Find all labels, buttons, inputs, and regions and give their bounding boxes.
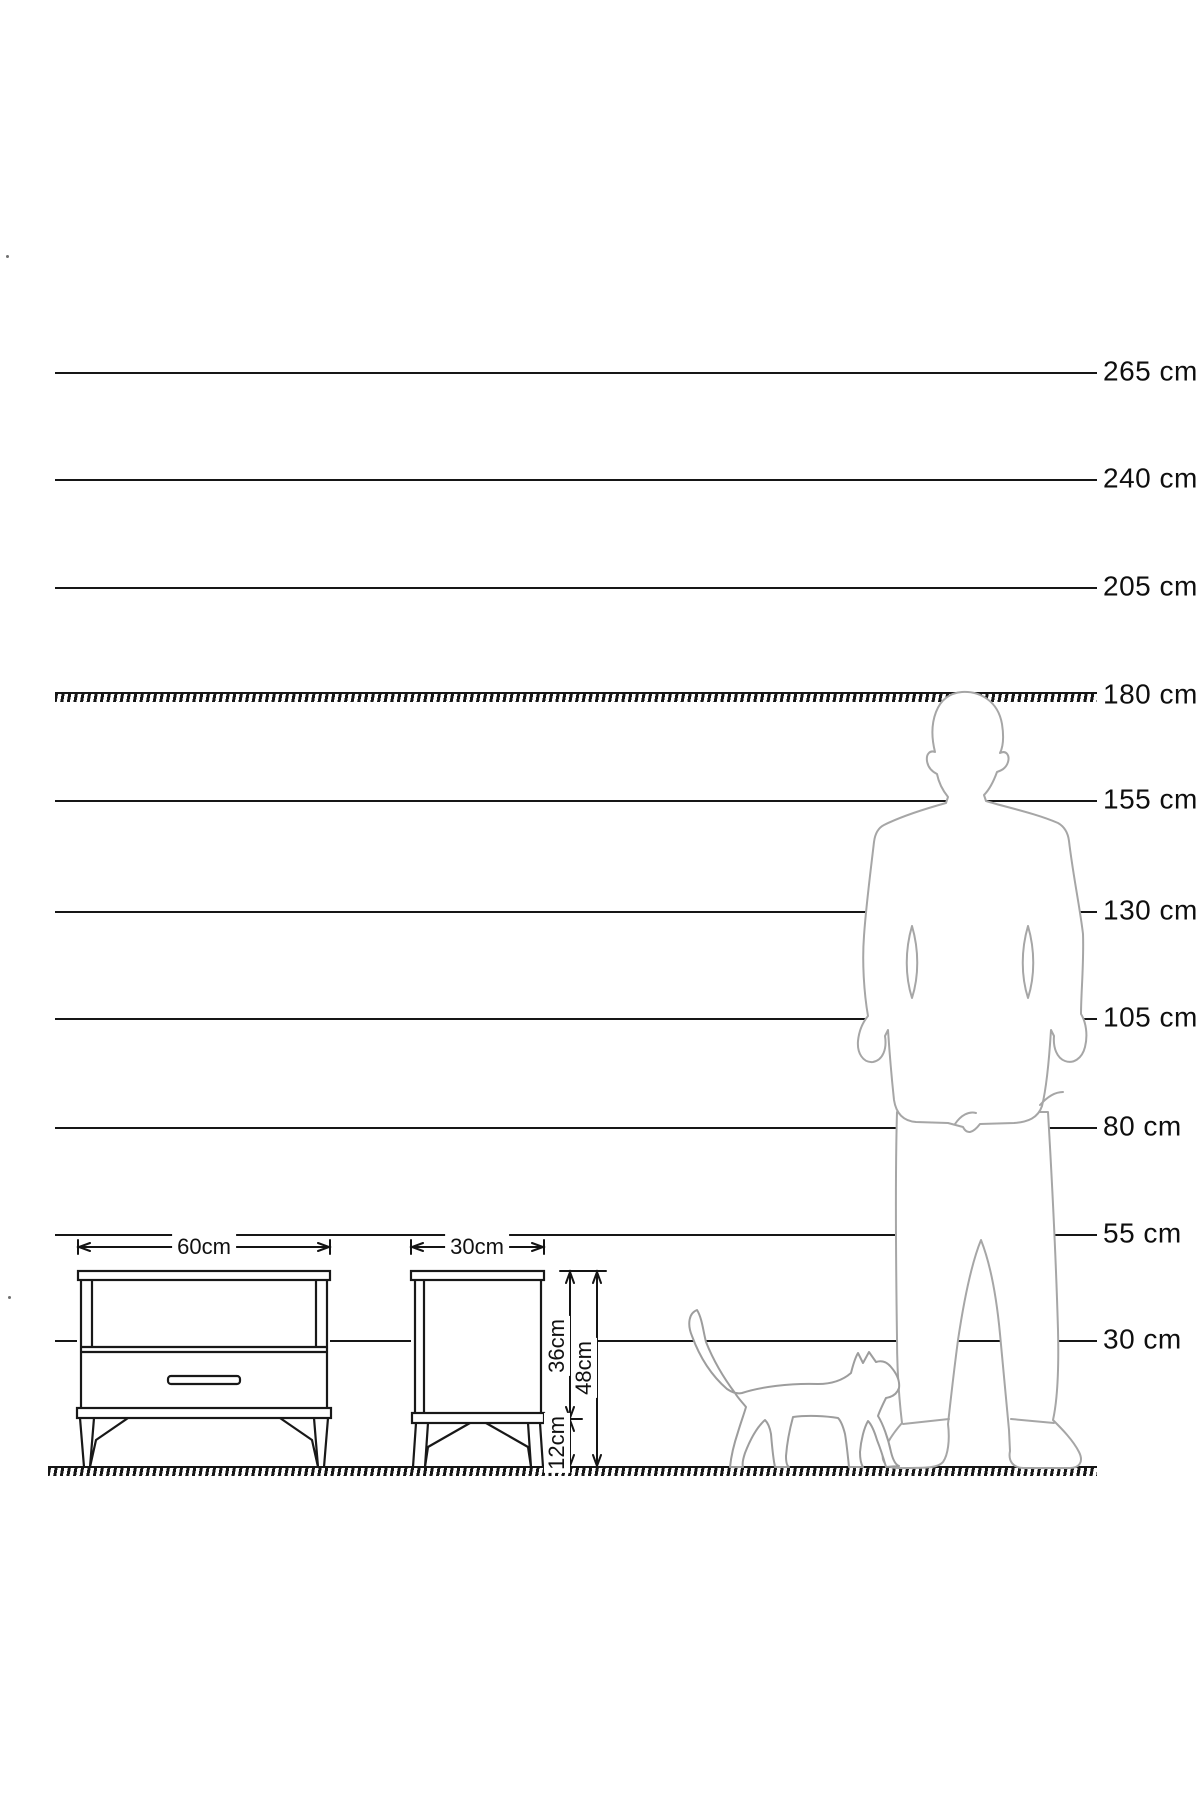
height-label-205: 205 cm <box>1103 570 1198 602</box>
height-label-130: 130 cm <box>1103 894 1198 926</box>
body-height-dimension: 36cm <box>544 1316 570 1376</box>
height-label-105: 105 cm <box>1103 1001 1198 1033</box>
height-label-155: 155 cm <box>1103 783 1198 815</box>
side-depth-dimension: 30cm <box>445 1234 509 1260</box>
man-trousers <box>883 1112 1081 1468</box>
nightstand-side-view <box>411 1271 545 1467</box>
leg-height-dimension: 12cm <box>544 1413 570 1473</box>
height-label-55: 55 cm <box>1103 1217 1182 1249</box>
man-silhouette <box>858 692 1087 1468</box>
height-label-240: 240 cm <box>1103 462 1198 494</box>
height-label-30: 30 cm <box>1103 1323 1182 1355</box>
man-jacket-head <box>858 692 1087 1132</box>
man-pocket-right <box>1023 926 1034 998</box>
nightstand-front-view <box>77 1271 331 1467</box>
height-label-180: 180 cm <box>1103 678 1198 710</box>
man-pocket-left <box>907 926 918 998</box>
front-width-dimension: 60cm <box>172 1234 236 1260</box>
cat-silhouette <box>689 1310 899 1467</box>
height-label-80: 80 cm <box>1103 1110 1182 1142</box>
height-label-265: 265 cm <box>1103 355 1198 387</box>
total-height-dimension: 48cm <box>571 1338 597 1398</box>
